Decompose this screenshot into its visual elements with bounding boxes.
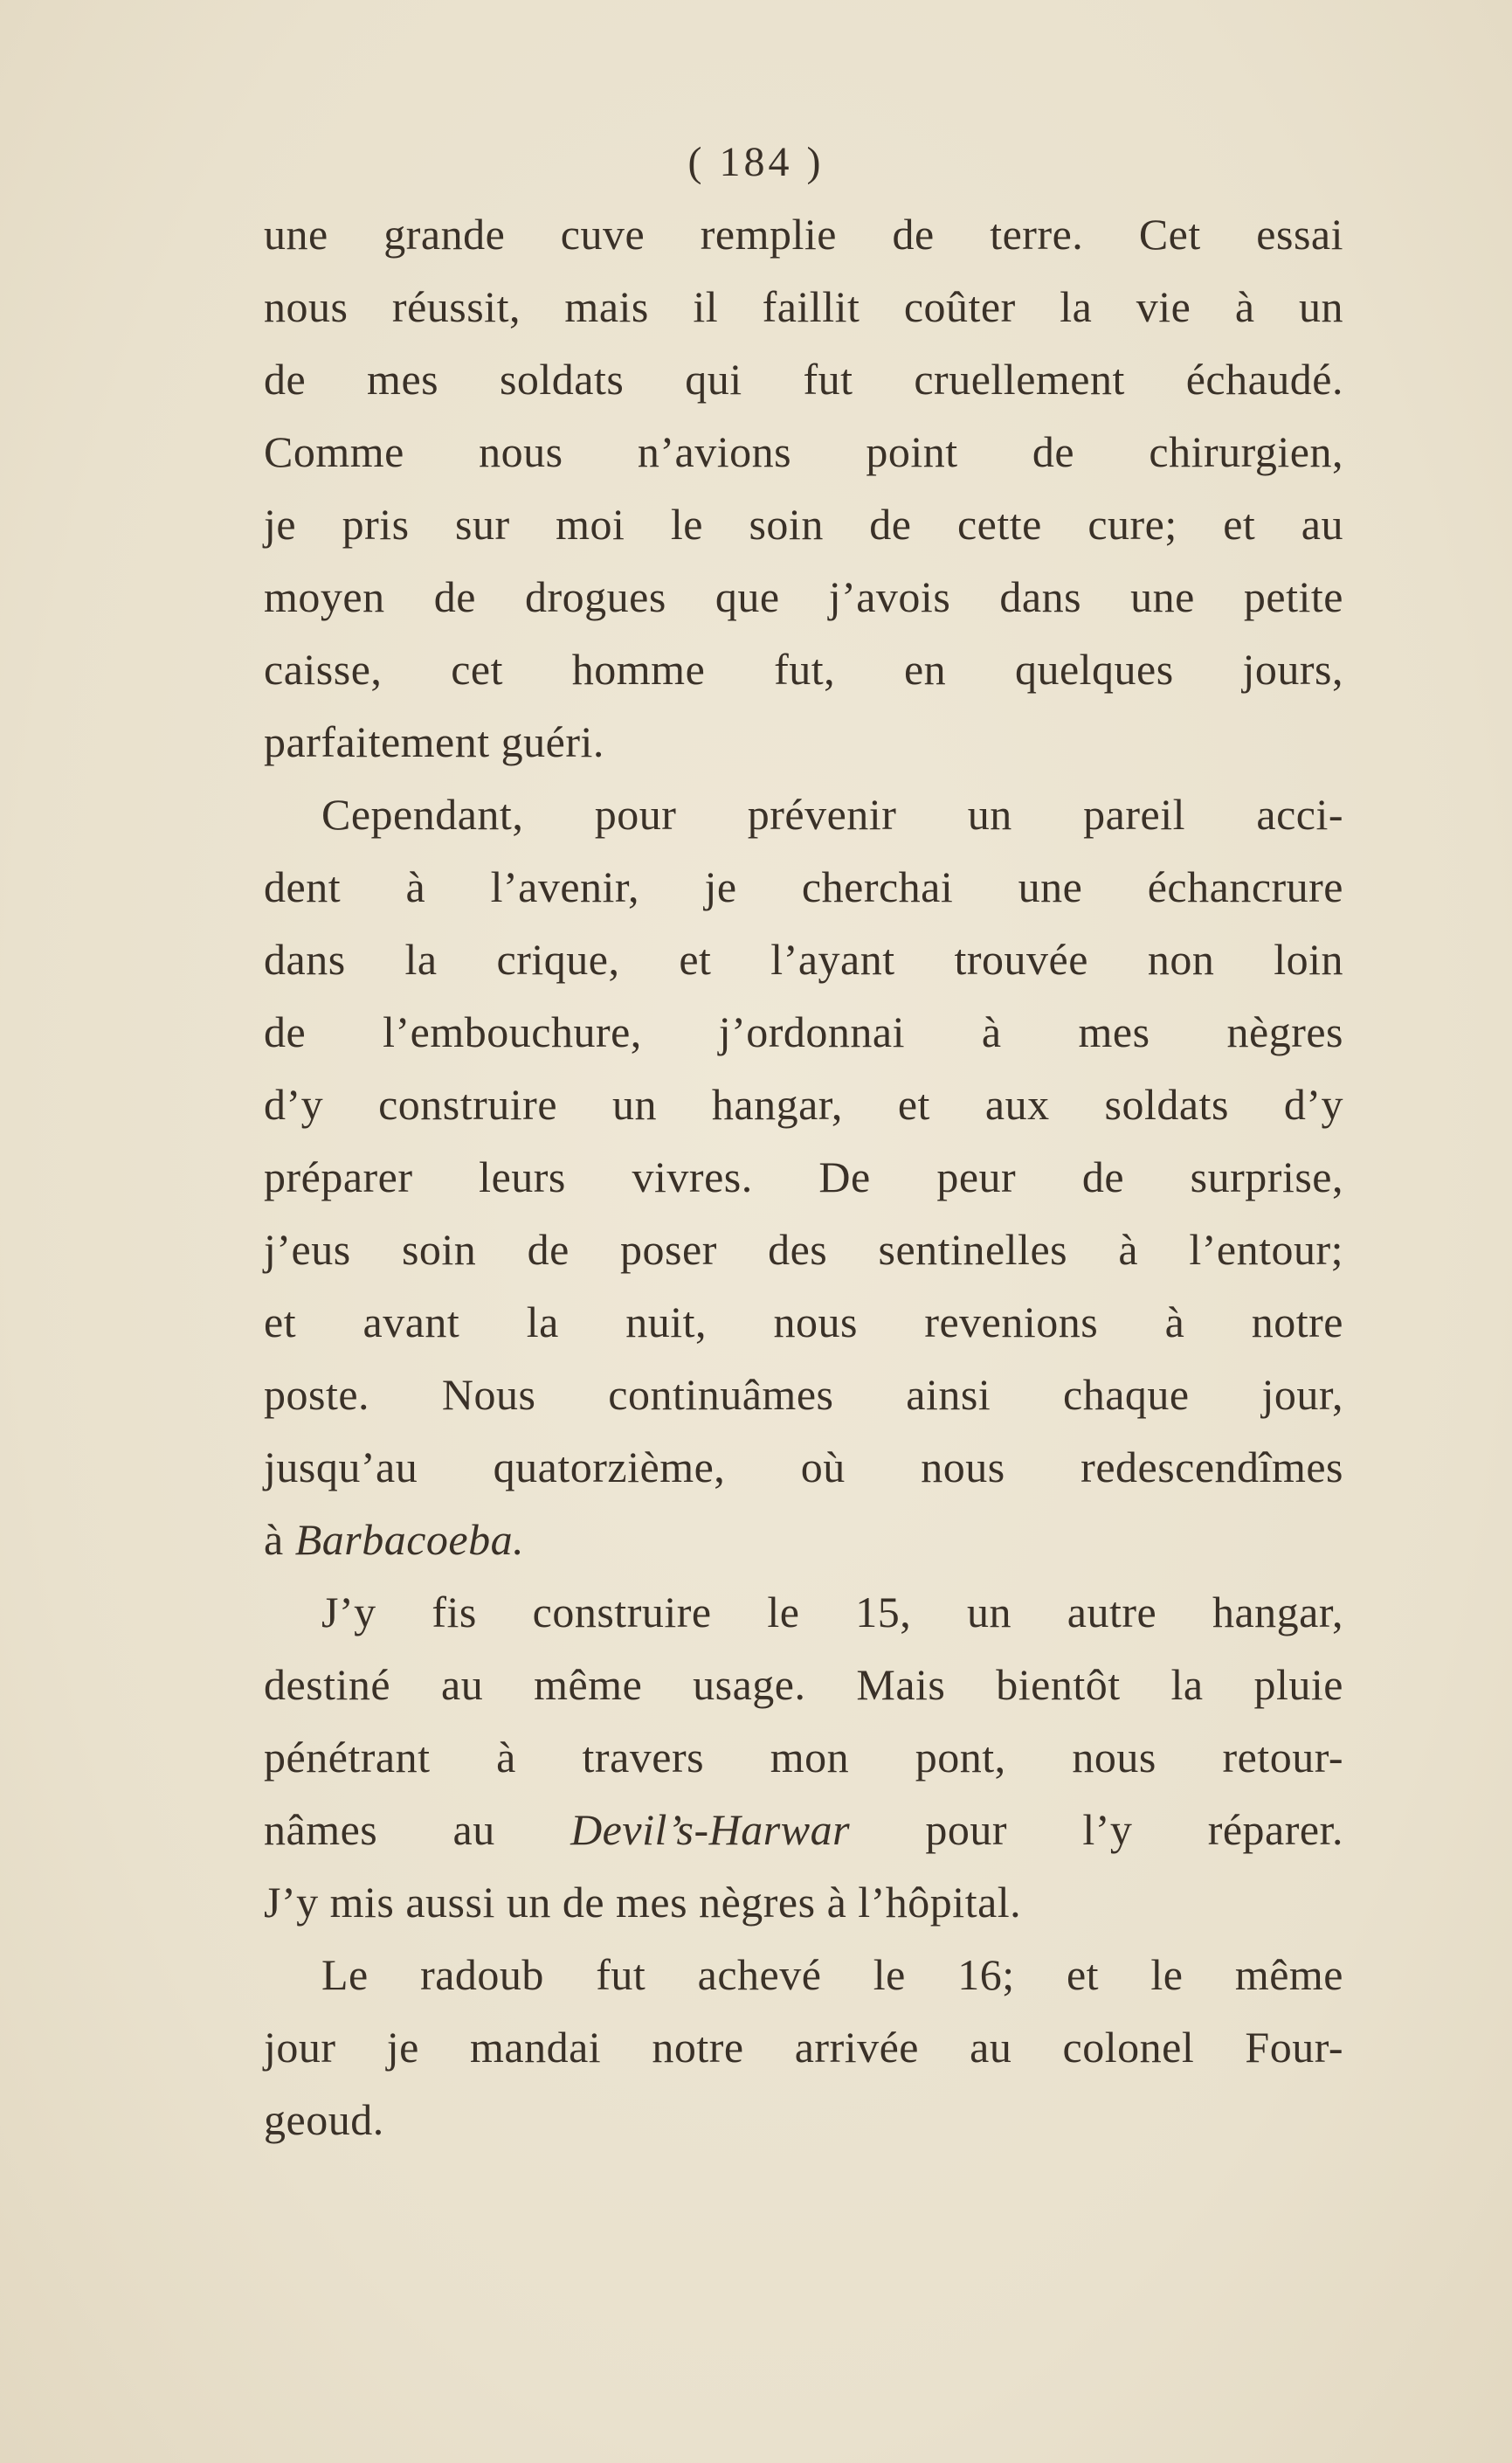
text-line [264,1794,1343,1866]
line-text: Cependant, pour prévenir un pareil acci- [321,790,1343,839]
text-line [264,1286,1343,1359]
line-text: et avant la nuit, nous revenions à notre [264,1297,1343,1346]
line-text: Comme nous n’avions point de chirurgien, [264,427,1343,476]
text-line [264,996,1343,1069]
text-line [264,1866,1343,1939]
line-text: de l’embouchure, j’ordonnai à mes nègres [264,1007,1343,1056]
text-line [264,561,1343,633]
line-text: nous réussit, mais il faillit coûter la vie à un [264,282,1343,331]
line-text: de mes soldats qui fut cruellement échaudé. [264,355,1343,404]
line-text: jour je mandai notre arrivée au colonel Four- [264,2023,1343,2072]
line-text: moyen de drogues que j’avois dans une petite [264,572,1343,621]
text-line [264,633,1343,706]
line-text: préparer leurs vivres. De peur de surprise, [264,1152,1343,1201]
line-text: une grande cuve remplie de terre. Cet essai [264,210,1343,259]
line-text: dans la crique, et l’ayant trouvée non loin [264,935,1343,984]
text-line [264,1721,1343,1794]
body-text [264,198,1343,2156]
text-line [264,488,1343,561]
line-text: parfaitement guéri. [264,717,604,766]
line-text: nâmes au [264,1805,571,1854]
line-text: geoud. [264,2095,384,2144]
text-line [264,1939,1343,2011]
line-text: à [264,1515,295,1564]
line-text: J’y fis construire le 15, un autre hangar, [321,1588,1343,1636]
italic-text: Barbacoeba. [294,1515,525,1564]
text-line [264,271,1343,343]
italic-text: Devil’s-Harwar [570,1805,851,1854]
line-text: dent à l’avenir, je cherchai une échancrure [264,862,1343,911]
text-line [264,416,1343,488]
line-text: caisse, cet homme fut, en quelques jours, [264,645,1343,694]
text-line [264,1069,1343,1141]
page-number: ( 184 ) [687,139,825,185]
line-text: poste. Nous continuâmes ainsi chaque jour, [264,1370,1343,1419]
text-line [264,1576,1343,1649]
text-line [264,1214,1343,1286]
text-line [264,1504,1343,1576]
text-line [264,851,1343,924]
text-line [264,778,1343,851]
line-text: pour l’y réparer. [850,1805,1343,1854]
text-line [264,1141,1343,1214]
line-text: j’eus soin de poser des sentinelles à l’entour; [264,1225,1343,1274]
text-line [264,1431,1343,1504]
text-line [264,706,1343,778]
line-text: jusqu’au quatorzième, où nous redescendîmes [264,1443,1343,1491]
text-line [264,924,1343,996]
text-line [264,1359,1343,1431]
line-text: d’y construire un hangar, et aux soldats d’y [264,1080,1343,1129]
text-line [264,2011,1343,2084]
line-text: pénétrant à travers mon pont, nous retour- [264,1733,1343,1782]
text-line [264,2084,1343,2156]
text-line [264,343,1343,416]
line-text: Le radoub fut achevé le 16; et le même [321,1950,1343,1999]
line-text: destiné au même usage. Mais bientôt la pluie [264,1660,1343,1709]
text-line [264,198,1343,271]
line-text: je pris sur moi le soin de cette cure; et au [264,500,1343,549]
text-line [264,1649,1343,1721]
line-text: J’y mis aussi un de mes nègres à l’hôpital. [264,1878,1022,1927]
